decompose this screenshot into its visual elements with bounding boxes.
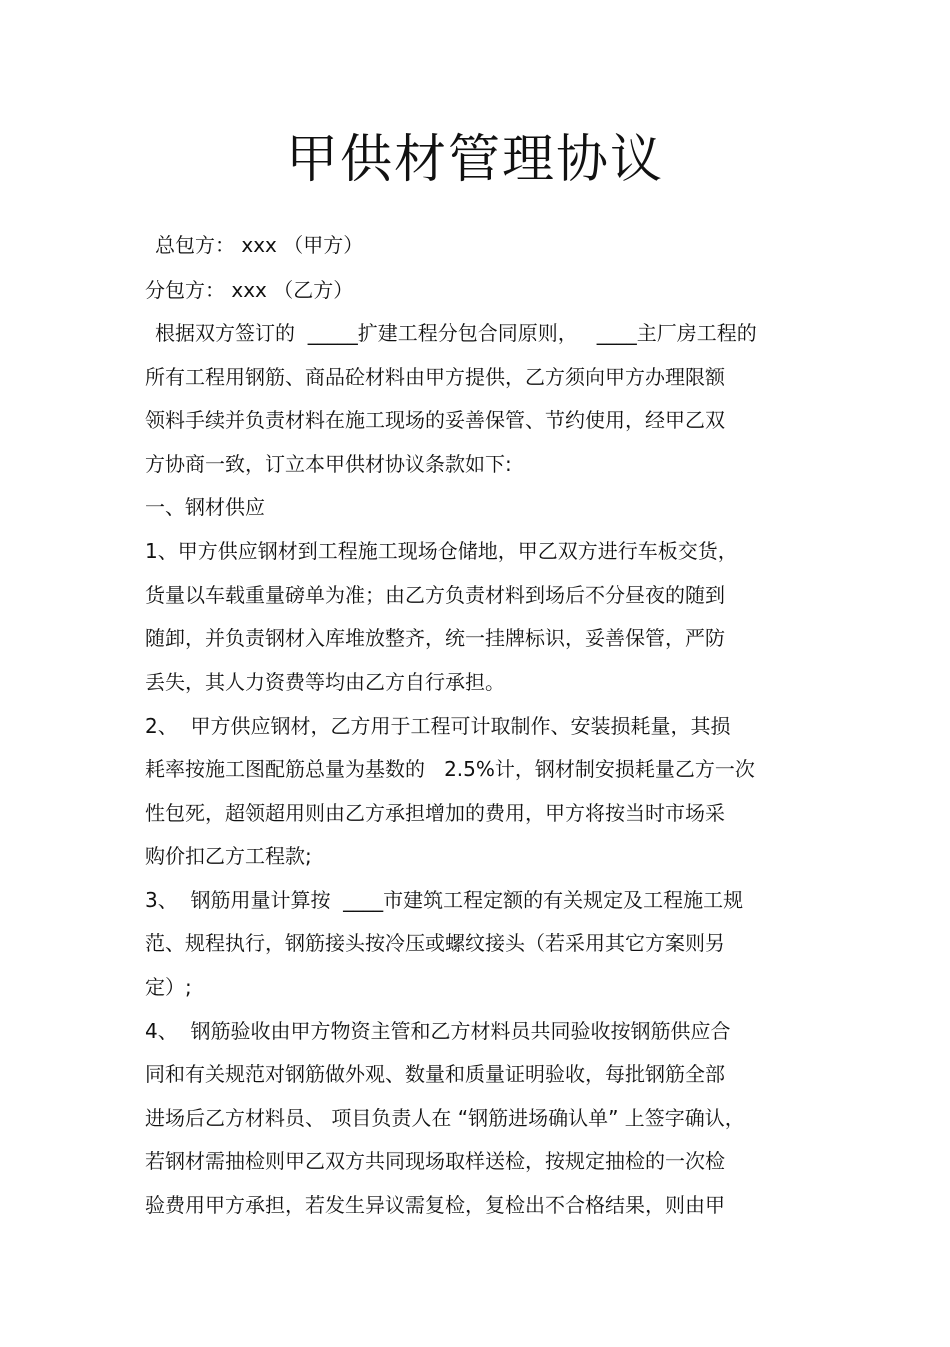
- text-line: 方协商一致，订立本甲供材协议条款如下:: [145, 452, 512, 476]
- text-line: 3、 钢筋用量计算按 ____市建筑工程定额的有关规定及工程施工规: [145, 888, 744, 912]
- party-a-line: 总包方： xxx （甲方）: [155, 233, 364, 257]
- text-line: 购价扣乙方工程款;: [145, 844, 312, 868]
- text-line: 丢失，其人力资费等均由乙方自行承担。: [145, 670, 505, 694]
- party-b-line: 分包方： xxx （乙方）: [145, 278, 354, 302]
- text-line: 4、 钢筋验收由甲方物资主管和乙方材料员共同验收按钢筋供应合: [145, 1019, 731, 1043]
- text-line: 范、规程执行，钢筋接头按冷压或螺纹接头（若采用其它方案则另: [145, 931, 725, 955]
- text-line: 同和有关规范对钢筋做外观、数量和质量证明验收，每批钢筋全部: [145, 1062, 725, 1086]
- text-line: 验费用甲方承担，若发生异议需复检，复检出不合格结果，则由甲: [145, 1193, 725, 1217]
- text-line: 耗率按施工图配筋总量为基数的 2.5%计，钢材制安损耗量乙方一次: [145, 757, 755, 781]
- text-line: 定）;: [145, 975, 192, 999]
- document-title: 甲供材管理协议: [285, 130, 664, 190]
- text-line: 进场后乙方材料员、 项目负责人在 “钢筋进场确认单” 上签字确认，: [145, 1106, 745, 1130]
- text-line: 所有工程用钢筋、商品砼材料由甲方提供，乙方须向甲方办理限额: [145, 365, 725, 389]
- text-line: 随卸，并负责钢材入库堆放整齐，统一挂牌标识，妥善保管，严防: [145, 626, 725, 650]
- text-line: 2、 甲方供应钢材，乙方用于工程可计取制作、安装损耗量，其损: [145, 714, 731, 738]
- text-line: 货量以车载重量磅单为准；由乙方负责材料到场后不分昼夜的随到: [145, 583, 725, 607]
- text-line: 性包死，超领超用则由乙方承担增加的费用，甲方将按当时市场采: [145, 801, 725, 825]
- text-line: 领料手续并负责材料在施工现场的妥善保管、节约使用，经甲乙双: [145, 408, 725, 432]
- text-line: 1、甲方供应钢材到工程施工现场仓储地，甲乙双方进行车板交货，: [145, 539, 738, 563]
- section-heading: 一、钢材供应: [145, 495, 265, 519]
- text-line: 若钢材需抽检则甲乙双方共同现场取样送检，按规定抽检的一次检: [145, 1149, 725, 1173]
- text-line: 根据双方签订的 _____扩建工程分包合同原则， ____主厂房工程的: [155, 321, 757, 345]
